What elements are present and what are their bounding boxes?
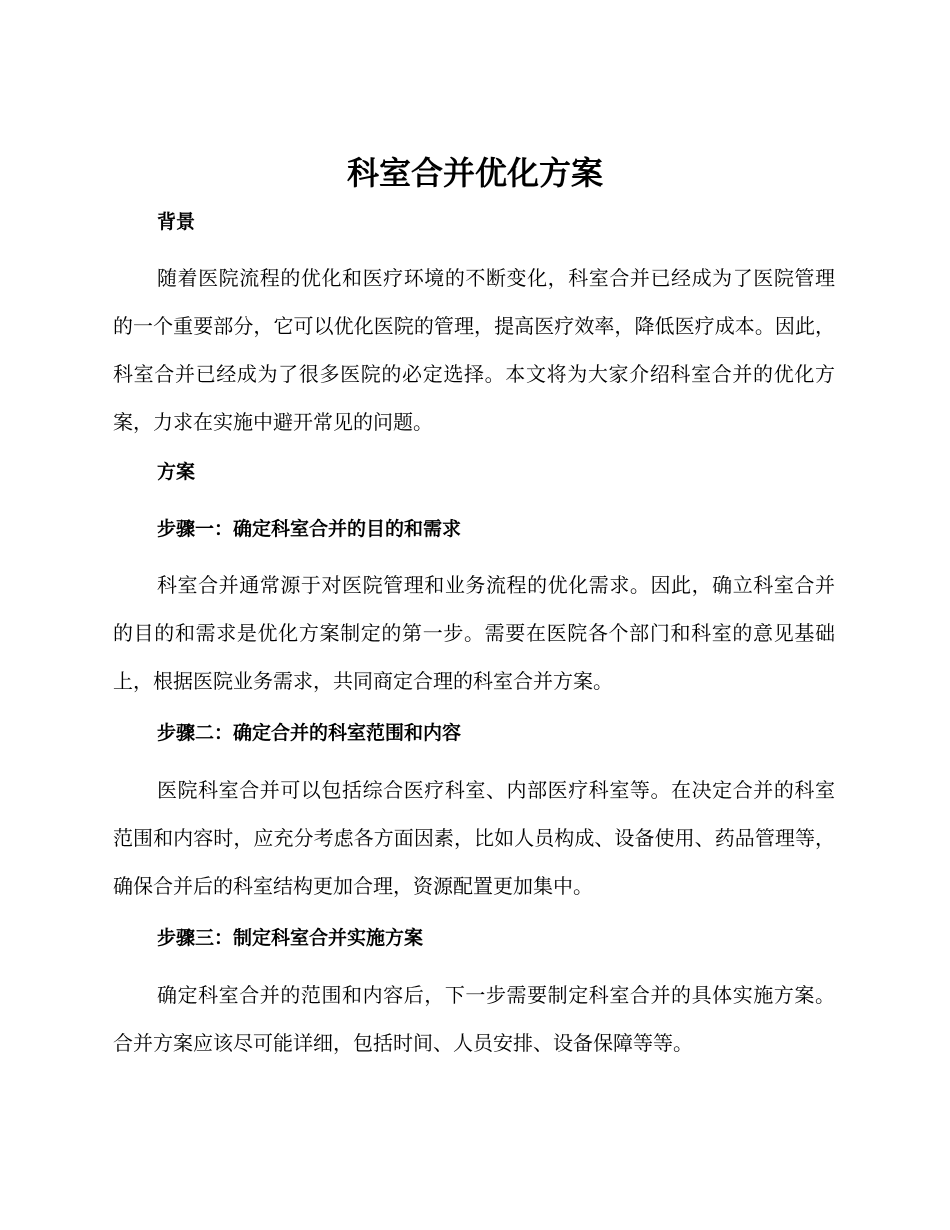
step-heading-2: 步骤二：确定合并的科室范围和内容 [157,722,462,744]
document-title: 科室合并优化方案 [346,154,603,192]
paragraph-step-1: 科室合并通常源于对医院管理和业务流程的优化需求。因此，确立科室合并的目的和需求是优化方案制定的第一步。需要在医院各个部门和科室的意见基础上，根据医院业务需求，共同商定合理的科室合并方案。 [113,573,835,693]
paragraph-step-2: 医院科室合并可以包括综合医疗科室、内部医疗科室等。在决定合并的科室范围和内容时，应充分考虑各方面因素，比如人员构成、设备使用、药品管理等，确保合并后的科室结构更加合理，资源配置更加集中。 [113,778,835,898]
section-heading-plan: 方案 [157,461,196,483]
section-heading-background: 背景 [157,211,196,233]
step-heading-1: 步骤一：确定科室合并的目的和需求 [157,518,462,540]
paragraph-background: 随着医院流程的优化和医疗环境的不断变化，科室合并已经成为了医院管理的一个重要部分，它可以优化医院的管理，提高医疗效率，降低医疗成本。因此，科室合并已经成为了很多医院的必定选择。本文将为大家介绍科室合并的优化方案，力求在实施中避开常见的问题。 [113,266,835,434]
paragraph-step-3: 确定科室合并的范围和内容后，下一步需要制定科室合并的具体实施方案。合并方案应该尽可能详细，包括时间、人员安排、设备保障等等。 [113,983,835,1055]
step-heading-3: 步骤三：制定科室合并实施方案 [157,927,424,949]
